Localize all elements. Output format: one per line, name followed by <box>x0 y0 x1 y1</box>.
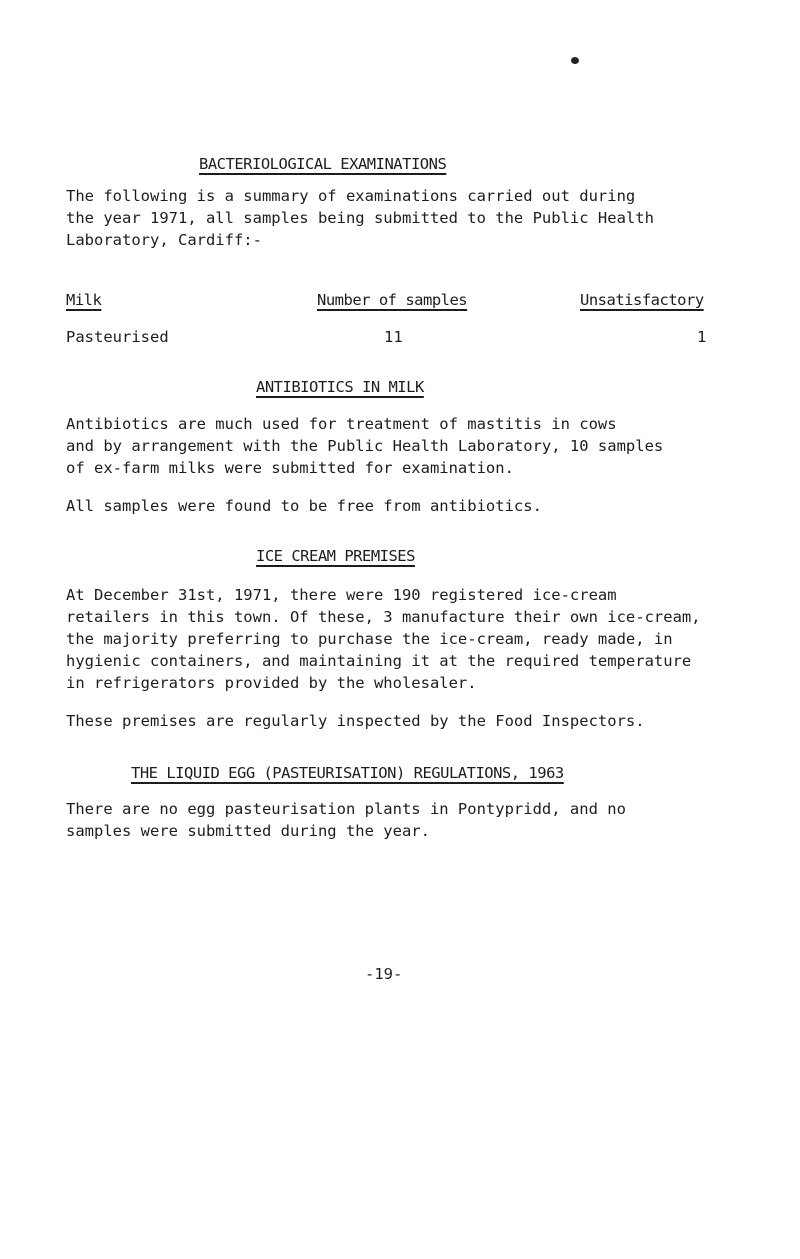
table-header-samples: Number of samples <box>317 291 468 309</box>
heading-bacteriological: BACTERIOLOGICAL EXAMINATIONS <box>199 155 447 173</box>
table-cell-milk-type: Pasteurised <box>66 328 169 346</box>
paragraph-ice-cream-inspection: These premises are regularly inspected by the Food Inspectors. <box>66 712 645 730</box>
ink-spot <box>571 57 579 64</box>
paragraph-antibiotics-result: All samples were found to be free from antibiotics. <box>66 497 542 515</box>
page-number: -19- <box>365 965 403 983</box>
table-header-milk: Milk <box>66 291 102 309</box>
paragraph-ice-cream: At December 31st, 1971, there were 190 registered ice-cream retailers in this town. Of these, 3 manufacture their own ice-cream, the majority preferring to purchase the ice-cream, ready made, in hygienic containers, and maintaining it at the required temperature in refrigerators provided by the wholesaler. <box>66 586 701 692</box>
paragraph-liquid-egg: There are no egg pasteurisation plants in Pontypridd, and no samples were submitted during the year. <box>66 800 626 840</box>
heading-ice-cream: ICE CREAM PREMISES <box>256 547 415 565</box>
table-cell-unsatisfactory: 1 <box>697 328 707 346</box>
heading-antibiotics: ANTIBIOTICS IN MILK <box>256 378 424 396</box>
table-header-unsatisfactory: Unsatisfactory <box>580 291 704 309</box>
paragraph-summary: The following is a summary of examinations carried out during the year 1971, all samples being submitted to the Public Health Laboratory, Cardiff:- <box>66 187 654 249</box>
paragraph-antibiotics: Antibiotics are much used for treatment of mastitis in cows and by arrangement with the Public Health Laboratory, 10 samples of ex-farm milks were submitted for examination. <box>66 415 664 477</box>
table-cell-samples: 11 <box>384 328 403 346</box>
heading-liquid-egg: THE LIQUID EGG (PASTEURISATION) REGULATIONS, 1963 <box>131 764 564 782</box>
